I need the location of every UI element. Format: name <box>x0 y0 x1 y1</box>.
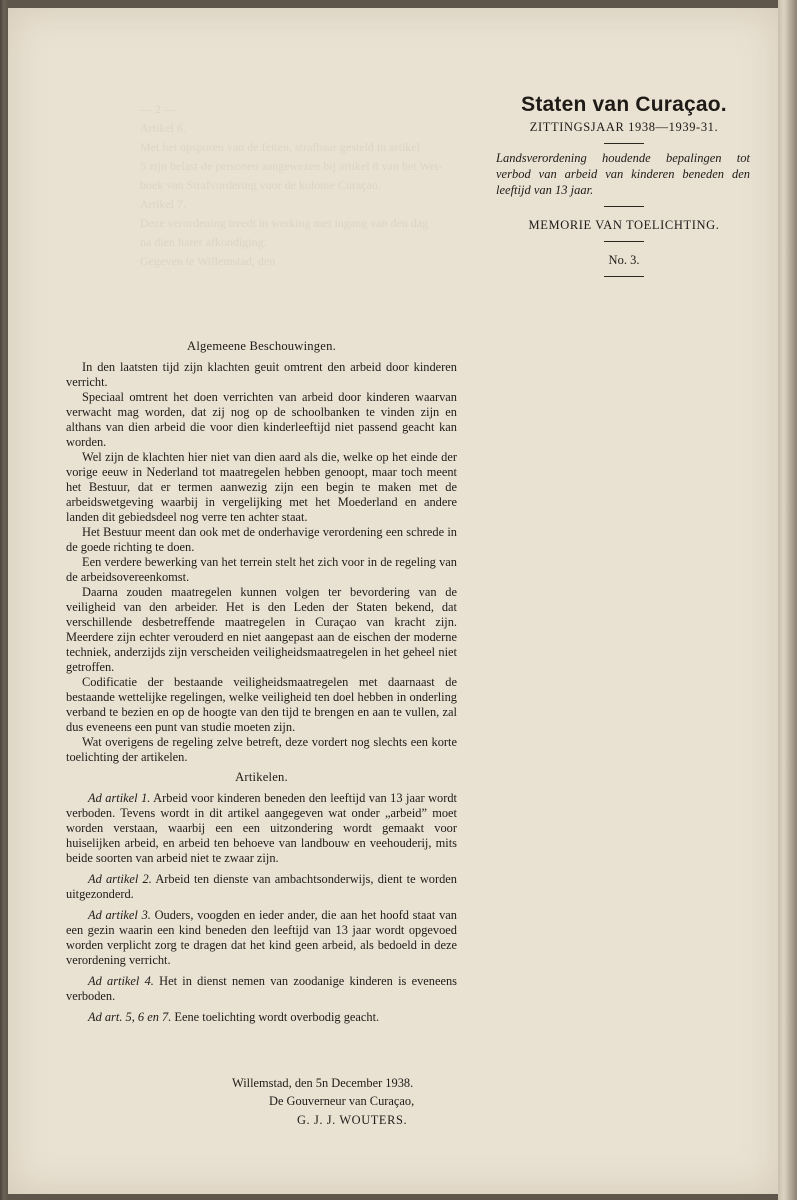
subject-line: Landsverordening houdende bepalingen tot verbod van arbeid van kinderen beneden den leeftijd van 13 jaar. <box>496 151 750 197</box>
general-heading: Algemeene Beschouwingen. <box>187 339 336 353</box>
paragraph: Een verdere bewerking van het terrein stelt het zich voor in de regeling van de arbeidsovereenkomst. <box>66 555 457 584</box>
paragraph: Daarna zouden maatregelen kunnen volgen ter bevordering van de veiligheid van den arbeider. Het is den Leden der Staten bekend, dat verschillende desbetreffende maatregelen in Curaçao van kracht zijn. Meerdere zijn echter verouderd en niet aangepast aan de eischen der moderne techniek, anderzijds zijn verscheiden veiligheidsmaatregelen in het geheel niet getroffen. <box>66 585 457 674</box>
paragraph: Wat overigens de regeling zelve betreft, deze vordert nog slechts een korte toelichting der artikelen. <box>66 735 457 764</box>
signatory-name: G. J. J. WOUTERS. <box>297 1113 408 1127</box>
article-note <box>66 974 457 1004</box>
signatory-role: De Gouverneur van Curaçao, <box>269 1094 415 1108</box>
article-text: Eene toelichting wordt overbodig geacht. <box>174 1010 380 1024</box>
place-date: Willemstad, den 5n December 1938. <box>232 1076 414 1090</box>
article-note <box>66 1010 457 1025</box>
page-edge <box>778 0 797 1200</box>
article-ref: Ad art. 5, 6 en 7. <box>88 1010 172 1024</box>
article-text: Het in dienst nemen van zoodanige kinderen is eveneens verboden. <box>66 974 457 1003</box>
paragraph: Codificatie der bestaande veiligheidsmaatregelen met daarnaast de bestaande wettelijke regelingen, welke veiligheid ten doel hebben in onderling verband te bezien en op de hoogte van den tijd te brengen en aan te vullen, zal dus eveneens een punt van studie moeten zijn. <box>66 675 457 734</box>
article-text: Arbeid ten dienste van ambachtsonderwijs, dient te worden uitgezonderd. <box>66 872 457 901</box>
article-ref: Ad artikel 2. <box>88 872 152 886</box>
paragraph: In den laatsten tijd zijn klachten geuit omtrent den arbeid door kinderen verricht. <box>66 360 457 389</box>
divider <box>604 276 644 277</box>
article-ref: Ad artikel 1. <box>88 791 151 805</box>
article-note <box>66 872 457 902</box>
articles-heading: Artikelen. <box>235 770 288 784</box>
article-note <box>66 908 457 968</box>
article-ref: Ad artikel 3. <box>88 908 151 922</box>
bleed-through-text: — 2 — Artikel 6. Met het opsporen van de feiten, strafbaar gesteld in artikel 5 zijn belast de personen aangewezen bij artikel 8 van het Wet- boek van Strafvordering voor de kolonie Curaçao. Artikel 7. Deze verordening treedt in werking met ingang van den dag na dien harer afkondiging. Gegeven te Willemstad, den <box>140 102 443 268</box>
article-text: Arbeid voor kinderen beneden den leeftijd van 13 jaar wordt verboden. Tevens wordt in dit artikel aangegeven wat onder „arbeid” moet worden verstaan, waarbij een een uitzondering wordt gemaakt voor huiselijken arbeid, en arbeid ten behoeve van landbouw en veehouderij, mits beide soorten van arbeid niet te zwaar zijn. <box>66 791 457 865</box>
article-note <box>66 791 457 866</box>
memorie-heading: MEMORIE VAN TOELICHTING. <box>528 218 720 232</box>
divider <box>604 143 644 144</box>
paragraph: Speciaal omtrent het doen verrichten van arbeid door kinderen waarvan verwacht mag worden, dat zij nog op de schoolbanken te vinden zijn en althans van dien arbeid die voor dien kinderleeftijd niet passend geacht kan worden. <box>66 390 457 449</box>
document-header <box>488 92 760 283</box>
divider <box>604 241 644 242</box>
divider <box>604 206 644 207</box>
session-year: ZITTINGSJAAR 1938—1939-31. <box>529 120 719 134</box>
article-text: Ouders, voogden en ieder ander, die aan het hoofd staat van een gezin waarin een kind beneden den leeftijd van 13 jaar wordt opgevoed worden verplicht zorg te dragen dat het kind geen arbeid, als bedoeld in deze verordening verricht. <box>66 908 457 967</box>
paragraph: Het Bestuur meent dan ook met de onderhavige verordening een schrede in de goede richting te doen. <box>66 525 457 554</box>
document-body <box>66 338 457 1031</box>
document-number: No. 3. <box>608 253 640 267</box>
article-ref: Ad artikel 4. <box>88 974 154 988</box>
document-title: Staten van Curaçao. <box>521 93 727 116</box>
paragraph: Wel zijn de klachten hier niet van dien aard als die, welke op het einde der vorige eeuw in Nederland tot maatregelen hebben genoopt, maar toch meent het Bestuur, dat er termen aanwezig zijn een begin te maken met de arbeidswetgeving waarbij in vergelijking met het Moederland en andere landen dit gebiedsdeel nog verre ten achter staat. <box>66 450 457 524</box>
